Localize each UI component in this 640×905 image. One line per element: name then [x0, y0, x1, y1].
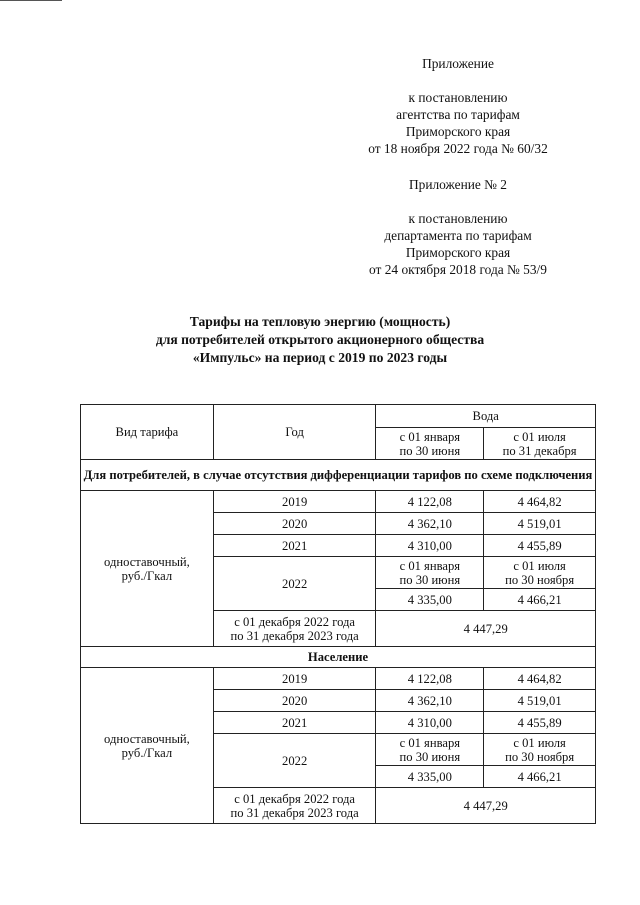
section-title: Для потребителей, в случае отсутствия дифференциации тарифов по схеме подключения [81, 460, 596, 491]
appendix-current-block [328, 55, 588, 157]
appendix-title: Приложение [422, 56, 494, 71]
value-cell: 4 464,82 [484, 668, 596, 690]
value-cell: 4 310,00 [376, 712, 484, 734]
appendix-line: департамента по тарифам [384, 228, 532, 243]
subperiod-cell: с 01 января по 30 июня [376, 734, 484, 766]
value-cell: 4 466,21 [484, 766, 596, 788]
value-cell: 4 466,21 [484, 589, 596, 611]
period-cell: с 01 декабря 2022 года по 31 декабря 2023 года [213, 788, 376, 824]
value-cell: 4 447,29 [376, 788, 596, 824]
year-cell: 2020 [213, 513, 376, 535]
title-line: «Импульс» на период с 2019 по 2023 годы [192, 350, 448, 365]
header-year: Год [213, 405, 376, 460]
header-water: Вода [376, 405, 596, 428]
appendix-date: от 18 ноября 2022 года № 60/32 [368, 141, 548, 156]
year-cell: 2019 [213, 491, 376, 513]
value-cell: 4 335,00 [376, 766, 484, 788]
year-cell: 2021 [213, 535, 376, 557]
value-cell: 4 455,89 [484, 712, 596, 734]
tariff-table [80, 404, 596, 824]
value-cell: 4 122,08 [376, 491, 484, 513]
tariff-type-cell: одноставочный, руб./Гкал [81, 668, 214, 824]
value-cell: 4 362,10 [376, 513, 484, 535]
year-cell: 2022 [213, 557, 376, 611]
appendix-line: Приморского края [405, 245, 511, 260]
year-cell: 2020 [213, 690, 376, 712]
header-first-half: с 01 января по 30 июня [376, 428, 484, 460]
appendix-line: к постановлению [408, 90, 508, 105]
appendix-date: от 24 октября 2018 года № 53/9 [369, 262, 547, 277]
appendix-line: к постановлению [408, 211, 508, 226]
appendix-line: Приморского края [405, 124, 511, 139]
year-cell: 2019 [213, 668, 376, 690]
tariff-type-cell: одноставочный, руб./Гкал [81, 491, 214, 647]
subperiod-cell: с 01 января по 30 июня [376, 557, 484, 589]
year-cell: 2021 [213, 712, 376, 734]
appendix-original-block [328, 176, 588, 278]
document-title [0, 313, 640, 367]
subperiod-cell: с 01 июля по 30 ноября [484, 734, 596, 766]
value-cell: 4 335,00 [376, 589, 484, 611]
value-cell: 4 519,01 [484, 690, 596, 712]
header-tariff-type: Вид тарифа [81, 405, 214, 460]
value-cell: 4 455,89 [484, 535, 596, 557]
subperiod-cell: с 01 июля по 30 ноября [484, 557, 596, 589]
year-cell: 2022 [213, 734, 376, 788]
value-cell: 4 310,00 [376, 535, 484, 557]
value-cell: 4 122,08 [376, 668, 484, 690]
title-line: Тарифы на тепловую энергию (мощность) [189, 314, 451, 329]
section-title: Население [81, 647, 596, 668]
value-cell: 4 447,29 [376, 611, 596, 647]
appendix-line: агентства по тарифам [396, 107, 520, 122]
corner-scan-line [0, 0, 62, 1]
value-cell: 4 519,01 [484, 513, 596, 535]
title-line: для потребителей открытого акционерного общества [155, 332, 485, 347]
value-cell: 4 362,10 [376, 690, 484, 712]
value-cell: 4 464,82 [484, 491, 596, 513]
appendix-title: Приложение № 2 [408, 177, 508, 192]
period-cell: с 01 декабря 2022 года по 31 декабря 2023 года [213, 611, 376, 647]
header-second-half: с 01 июля по 31 декабря [484, 428, 596, 460]
